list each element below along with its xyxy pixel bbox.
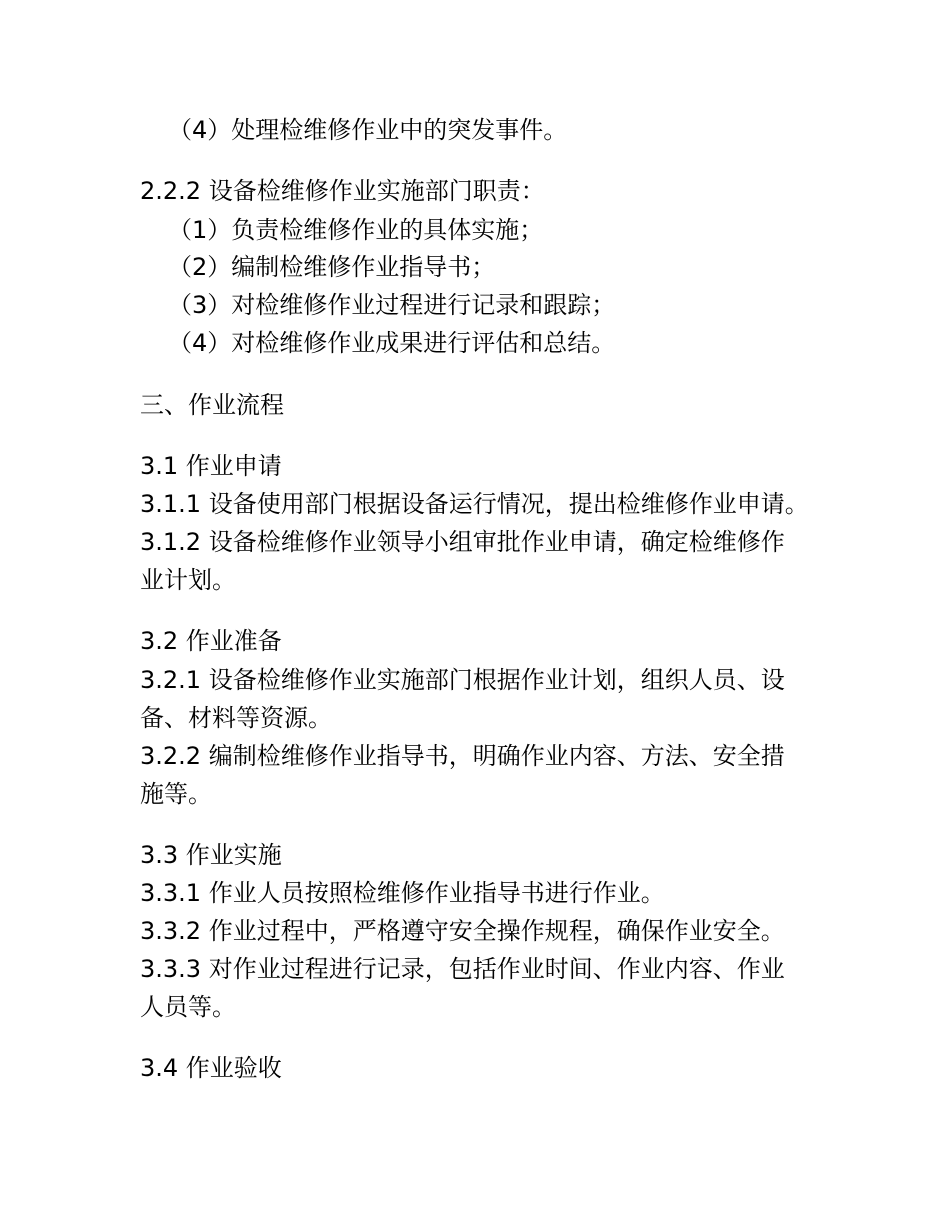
paragraph-3-2-2-cont: 施等。 — [140, 780, 212, 808]
paragraph-3-3-1: 3.3.1 作业人员按照检维修作业指导书进行作业。 — [140, 879, 665, 907]
list-item-2: （2）编制检维修作业指导书； — [168, 253, 496, 281]
list-item-1: （1）负责检维修作业的具体实施； — [168, 216, 544, 244]
list-item-4: （4）对检维修作业成果进行评估和总结。 — [168, 329, 616, 357]
paragraph-3-1-1: 3.1.1 设备使用部门根据设备运行情况，提出检维修作业申请。 — [140, 490, 809, 518]
paragraph-3-2-1: 3.2.1 设备检维修作业实施部门根据作业计划，组织人员、设 — [140, 666, 785, 694]
section-heading-3-3: 3.3 作业实施 — [140, 841, 282, 869]
section-heading-3-4: 3.4 作业验收 — [140, 1054, 282, 1082]
paragraph-3-1-2-cont: 业计划。 — [140, 566, 236, 594]
paragraph-3-3-3-cont: 人员等。 — [140, 993, 236, 1021]
section-heading-3-1: 3.1 作业申请 — [140, 452, 282, 480]
chapter-heading-3: 三、作业流程 — [140, 391, 284, 419]
paragraph-3-1-2: 3.1.2 设备检维修作业领导小组审批作业申请，确定检维修作 — [140, 528, 785, 556]
paragraph-3-2-2: 3.2.2 编制检维修作业指导书，明确作业内容、方法、安全措 — [140, 742, 785, 770]
paragraph-3-3-3: 3.3.3 对作业过程进行记录，包括作业时间、作业内容、作业 — [140, 955, 785, 983]
paragraph-3-3-2: 3.3.2 作业过程中，严格遵守安全操作规程，确保作业安全。 — [140, 917, 785, 945]
paragraph-3-2-1-cont: 备、材料等资源。 — [140, 704, 332, 732]
list-item-4-emergency: （4）处理检维修作业中的突发事件。 — [168, 116, 568, 144]
section-heading-2-2-2: 2.2.2 设备检维修作业实施部门职责： — [140, 177, 545, 205]
section-heading-3-2: 3.2 作业准备 — [140, 627, 282, 655]
list-item-3: （3）对检维修作业过程进行记录和跟踪； — [168, 291, 616, 319]
